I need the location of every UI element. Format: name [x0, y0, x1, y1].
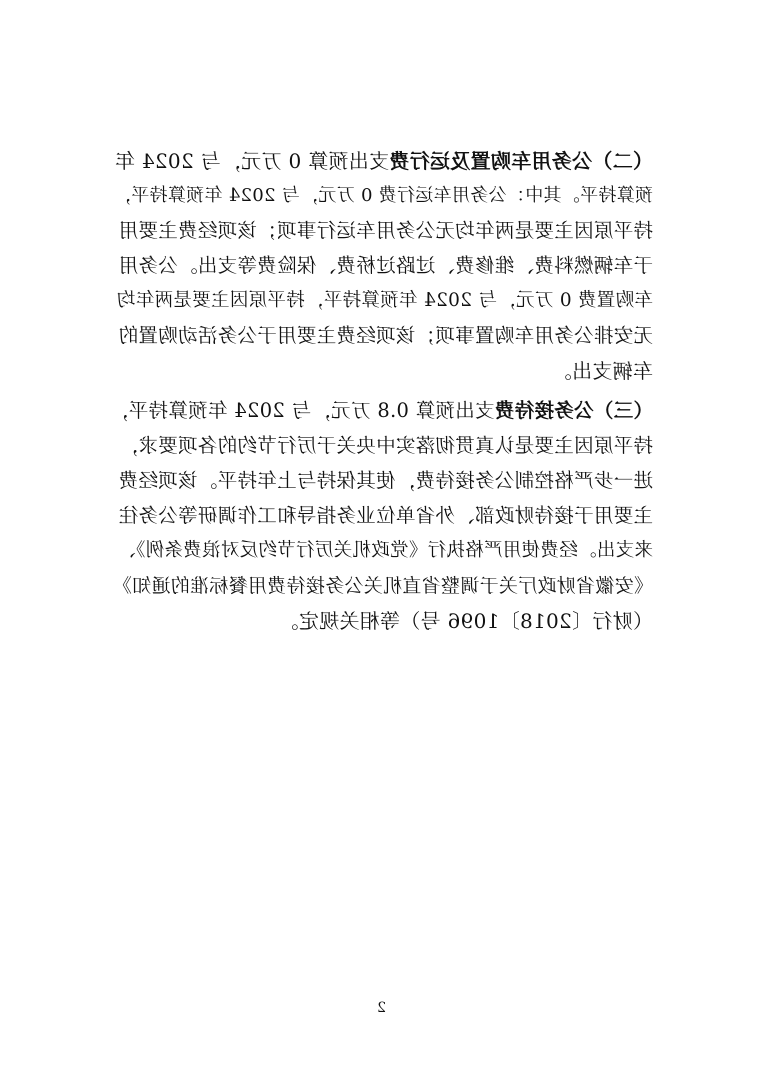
- section-2-line-7: 车辆支出。: [551, 359, 653, 383]
- section-2-line-6: 无安排公务用车购置事项；该项经费主要用于公务活动购置的: [118, 324, 653, 347]
- section-2-line-1: [108, 146, 653, 176]
- section-2-line-4: 于车辆燃料费、维修费、过路过桥费、保险费等支出。公务用: [118, 254, 653, 277]
- section-2-line-3: 持平原因主要是两年均无公务用车运行事项；该项经费主要用: [118, 219, 653, 242]
- page-number: 2: [377, 1000, 386, 1016]
- section-3-line-1-text: 支出预算 0.8 万元，与 2024 年预算持平，: [108, 399, 495, 422]
- section-2-line-1-text: 支出预算 0 万元，与 2024 年: [114, 149, 390, 173]
- section-3-line-1: [108, 396, 653, 426]
- section-3-heading: （三）公务接待费: [494, 399, 653, 422]
- section-3-line-3: 进一步严格控制公务接待费，使其保持与上年持平。该项经费: [118, 469, 653, 492]
- section-2-line-2: 预算持平。其中：公务用车运行费 0 万元，与 2024 年预算持平，: [112, 185, 653, 206]
- section-3-line-2: 持平原因主要是认真贯彻落实中央关于厉行节约的各项要求，: [118, 434, 653, 457]
- section-2-line-5: 车购置费 0 万元，与 2024 年预算持平，持平原因主要是两年均: [116, 290, 653, 311]
- section-3-line-4: 主要用于接待财政部、外省单位业务指导和工作调研等公务往: [118, 504, 653, 527]
- section-2-heading: （二）公务用车购置及运行费: [389, 149, 653, 173]
- section-3-line-6: 《安徽省财政厅关于调整省直机关公务接待费用餐标准的通知》: [112, 575, 653, 597]
- section-3-line-7: （财行〔2018〕1096 号）等相关规定。: [278, 609, 653, 633]
- section-3-line-5: 来支出。经费使用严格执行《党政机关厉行节约反对浪费条例》、: [117, 540, 653, 561]
